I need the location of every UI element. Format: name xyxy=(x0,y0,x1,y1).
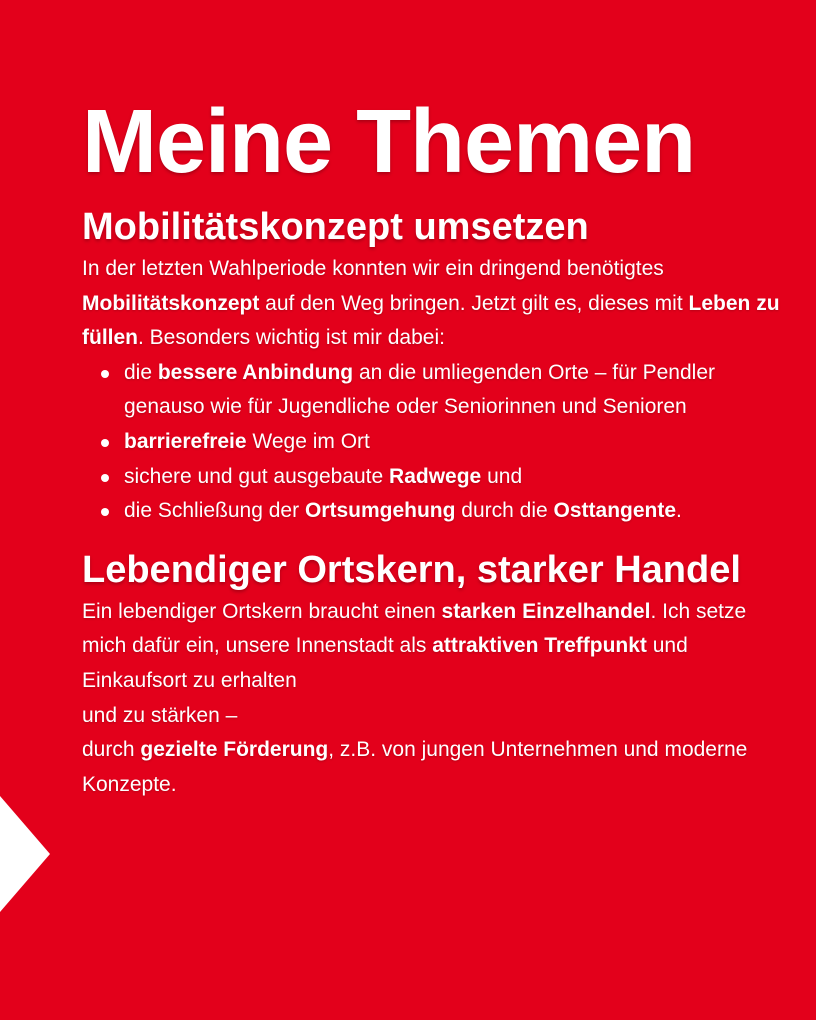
emphasized-text: Mobilitätskonzept xyxy=(82,291,260,315)
page-content xyxy=(82,92,782,802)
mobility-bullet-list xyxy=(82,356,782,529)
body-text: . Ich setze mich dafür ein, unsere Innenstadt als xyxy=(82,599,747,658)
emphasized-text: starken Einzelhandel xyxy=(441,599,651,623)
body-text: und xyxy=(481,464,523,488)
section-heading-mobility: Mobilitätskonzept umsetzen xyxy=(82,206,589,248)
body-text: . Besonders wichtig ist mir dabei: xyxy=(138,326,445,350)
section-heading-town-center: Lebendiger Ortskern, starker Handel xyxy=(82,548,741,591)
section-mobility-intro xyxy=(82,252,782,356)
emphasized-text: bessere Anbindung xyxy=(157,360,354,384)
body-text: die xyxy=(124,360,158,384)
section-town-center-body xyxy=(82,595,782,803)
emphasized-text: Ortsumgehung xyxy=(304,499,456,523)
body-text: an die umliegenden Orte – für Pendler genauso wie für Jugendliche oder Seniorinnen und Senioren xyxy=(124,360,716,419)
body-text: sichere und gut ausgebaute xyxy=(124,464,390,488)
emphasized-text: barrierefreie xyxy=(124,429,247,453)
body-text: In der letzten Wahlperiode konnten wir ein dringend benötigtes xyxy=(82,257,664,280)
body-text: die Schließung der xyxy=(124,499,305,523)
body-text: auf den Weg bringen. Jetzt gilt es, dieses mit xyxy=(259,291,689,315)
body-text: durch die xyxy=(455,499,554,523)
bullet-icon xyxy=(101,508,109,516)
emphasized-text: Radwege xyxy=(389,464,482,488)
arrow-marker-shape xyxy=(0,796,50,912)
list-item xyxy=(82,356,782,425)
emphasized-text: gezielte Förderung xyxy=(140,738,329,762)
bullet-icon xyxy=(101,439,109,447)
list-item xyxy=(82,425,782,460)
emphasized-text: Osttangente xyxy=(553,499,677,523)
emphasized-text: Leben zu füllen xyxy=(82,291,780,350)
list-item xyxy=(82,494,782,529)
body-text: Wege im Ort xyxy=(246,429,370,453)
body-text: . xyxy=(676,499,682,523)
emphasized-text: attraktiven Treffpunkt xyxy=(432,634,647,658)
body-text: und zu stärken – xyxy=(82,703,238,727)
body-text: Ein lebendiger Ortskern braucht einen xyxy=(82,599,442,623)
list-item xyxy=(82,460,782,495)
body-text: , z.B. von jungen Unternehmen und moderne Konzepte. xyxy=(82,738,748,796)
bullet-icon xyxy=(101,474,109,482)
bullet-icon xyxy=(101,370,109,378)
body-text: durch xyxy=(82,738,141,762)
body-text: und Einkaufsort zu erhalten xyxy=(82,634,688,692)
page-title: Meine Themen xyxy=(82,92,696,192)
